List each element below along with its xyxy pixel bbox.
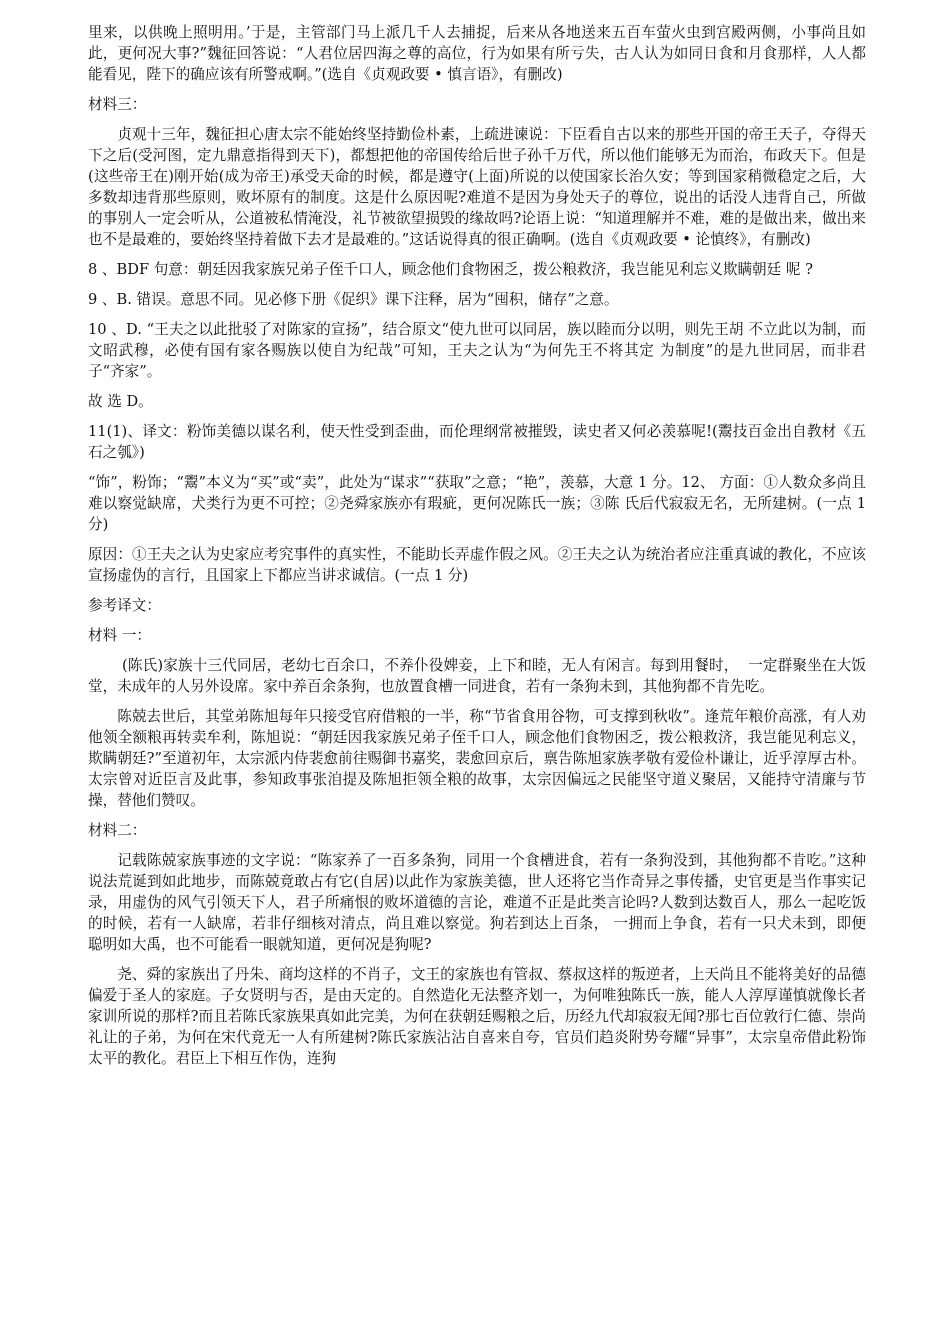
answer-11: 11(1)、译文：粉饰美德以谋名利，使天性受到歪曲，而伦理纲常被摧毁，读史者又何必羡慕呢!(鬻技百金出自教材《五石之瓠》) [88, 423, 866, 461]
section-heading-reference-translation: 参考译文： [88, 597, 161, 614]
paragraph-material-two-b: 尧、舜的家族出了丹朱、商均这样的不肖子，文王的家族也有管叔、蔡叔这样的叛逆者，上天尚且不能将美好的品德偏爱于圣人的家庭。子女贤明与否，是由天定的。自然造化无法整齐划一，为何唯独陈氏一族，能人人淳厚谨慎就像长者家训所说的那样?而且若陈氏家族果真如此完美，为何在获朝廷赐粮之后，历经九代却寂寂无闻?那七百位敦行仁德、崇尚礼让的子弟，为何在宋代竟无一人有所建树?陈氏家族沾沾自喜来自夸，官员们趋炎附势夸耀“异事”，太宗皇帝借此粉饰太平的教化。君臣上下相互作伪，连狗 [88, 966, 866, 1067]
answer-11-notes-and-12: “饰”，粉饰；“鬻”本义为“买”或“卖”，此处为“谋求”“获取”之意；“艳”，羡慕，大意 1 分。12、 方面：①人数众多尚且难以察觉缺席，犬类行为更不可控；②尧舜家族亦有瑕疵，更何况陈氏一族；③陈 氏后代寂寂无名，无所建树。(一点 1 分) [88, 474, 871, 533]
answer-10: 10 、D. “王夫之以此批驳了对陈家的宣扬”，结合原文“使九世可以同居，族以睦而分以明，则先王胡 不立此以为制，而文昭武穆，必使有国有家各赐族以使自为纪哉”可知，王夫之认为“为何先王不将其定 为制度”的是九世同居，而非君子“齐家”。 [88, 321, 866, 380]
section-heading-material-two: 材料二： [88, 822, 147, 839]
paragraph-continuation-text: 里来，以供晚上照明用。’于是，主管部门马上派几千人去捕捉，后来从各地送来五百车萤火虫到宫殿两侧，小事尚且如此，更何况大事?”魏征回答说：“人君位居四海之尊的高位，行为如果有所亏失，古人认为如同日食和月食那样，人人都能看见，陛下的确应该有所警戒啊。”(选自《贞观政要 • 慎言语》，有删改) [88, 24, 866, 83]
answer-9: 9 、B. 错误。意思不同。见必修下册《促织》课下注释，居为“囤积，储存”之意。 [88, 291, 619, 308]
section-heading-material-one: 材料 一： [88, 627, 152, 644]
answer-10-conclusion: 故 选 D。 [88, 393, 153, 410]
section-heading-material-three: 材料三： [88, 96, 147, 113]
paragraph-material-one-a: (陈氏)家族十三代同居，老幼七百余口，不养仆役婢妾，上下和睦，无人有闲言。每到用餐时， 一定群聚坐在大饭堂，未成年的人另外设席。家中养百余条狗，也放置食槽一同进食，若有一条狗未到，其他狗都不肯先吃。 [88, 657, 867, 695]
paragraph-material-two-a: 记载陈兢家族事迹的文字说：“陈家养了一百多条狗，同用一个食槽进食，若有一条狗没到，其他狗都不肯吃。”这种说法荒诞到如此地步，而陈兢竟敢占有它(自居)以此作为家族美德，世人还将它当作奇异之事传播，史官更是当作事实记录，用虚伪的风气引领天下人，君子所痛恨的败坏道德的言论，难道不正是此类言论吗?人数到达数百人，那么一起吃饭的时候，若有一人缺席，若非仔细核对清点，尚且难以察觉。狗若到达上百条， 一拥而上争食，若有一只犬未到，即便聪明如大禹，也不可能看一眼就知道，更何况是狗呢? [88, 852, 866, 953]
paragraph-material-one-b: 陈兢去世后，其堂弟陈旭每年只接受官府借粮的一半，称“节省食用谷物，可支撑到秋收”。逢荒年粮价高涨，有人劝他领全额粮再转卖牟利，陈旭说：“朝廷因我家族兄弟子侄千口人，顾念他们食物困乏，拨公粮救济，我岂能见利忘义，欺瞒朝廷?”至道初年，太宗派内侍裴愈前往赐御书嘉奖，裴愈回京后，禀告陈旭家族孝敬有爱俭朴谦让，近乎淳厚古朴。太宗曾对近臣言及此事，参知政事张洎提及陈旭拒领全粮的故事，太宗因偏远之民能坚守道义聚居，又能持守清廉与节操，替他们赞叹。 [88, 708, 866, 809]
paragraph-material-three: 贞观十三年，魏征担心唐太宗不能始终坚持勤俭朴素，上疏进谏说：下臣看自古以来的那些开国的帝王天子，夺得天下之后(受河图，定九鼎意指得到天下)，都想把他的帝国传给后世子孙千万代，所以他们能够无为而治，布政天下。但是(这些帝王在)刚开始(成为帝王)承受天命的时候，都是遵守(上面)所说的以使国家长治久安；等到国家稍微稳定之后，大多数却违背那些原则，败坏原有的制度。这是什么原因呢?难道不是因为身处天子的尊位，说出的话没人违背自己，所做的事别人一定会听从，公道被私情淹没，礼节被欲望损毁的缘故吗?论语上说：“知道理解并不难，难的是做出来，做出来也不是最难的，要始终坚持着做下去才是最难的。”这话说得真的很正确啊。(选自《贞观政要 • 论慎终》，有删改) [88, 126, 866, 248]
answer-12-reasons: 原因：①王夫之认为史家应考究事件的真实性，不能助长弄虚作假之风。②王夫之认为统治者应注重真诚的教化，不应该宣扬虚伪的言行，且国家上下都应当讲求诚信。(一点 1 分) [88, 546, 866, 584]
answer-8: 8 、BDF 句意：朝廷因我家族兄弟子侄千口人，顾念他们食物困乏，拨公粮救济，我岂能见利忘义欺瞒朝廷 呢 ? [88, 261, 813, 278]
